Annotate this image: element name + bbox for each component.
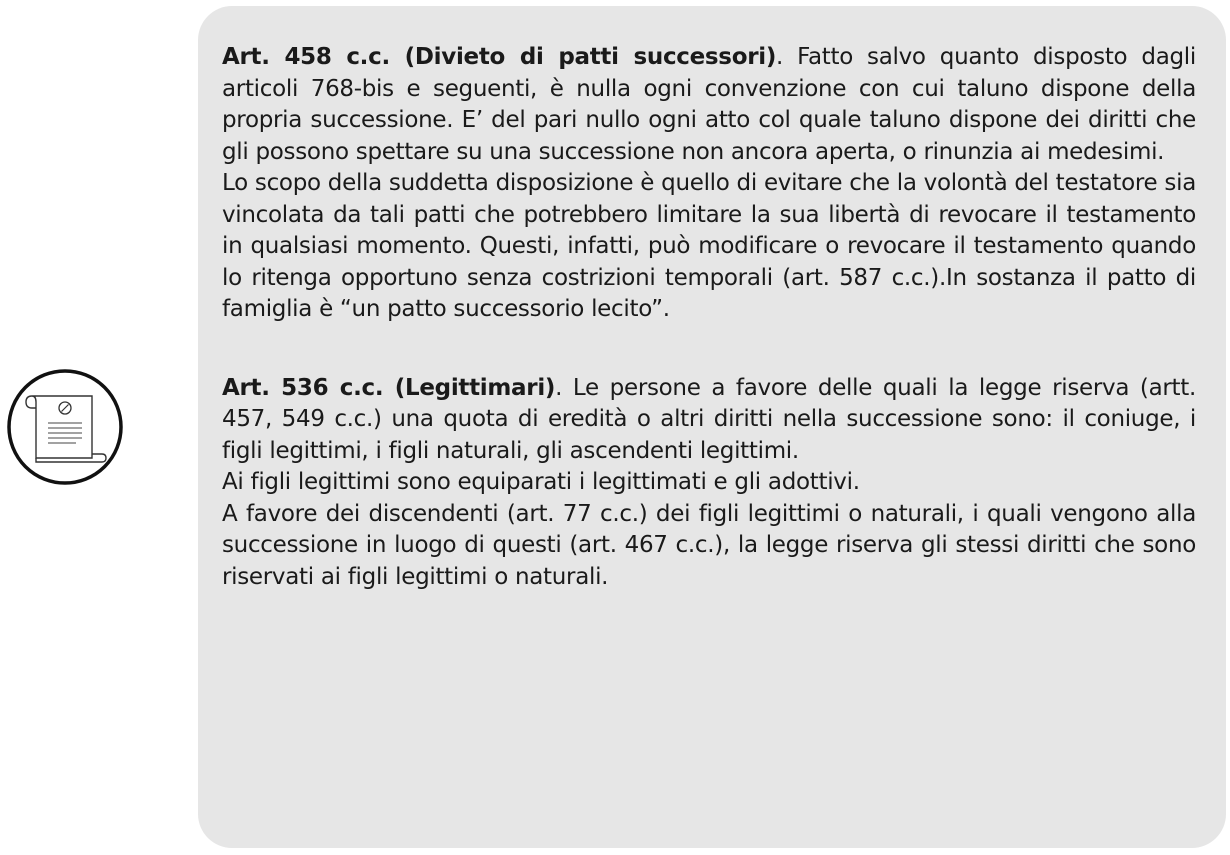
article-panel xyxy=(198,6,1226,848)
article-458-paragraph-1 xyxy=(222,42,1196,168)
article-536-paragraph-2: Ai figli legittimi sono equiparati i legittimati e gli adottivi. xyxy=(222,469,860,495)
article-458-text-1: . Fatto salvo quanto disposto dagli articoli 768-bis e seguenti, è nulla ogni convenzione con cui taluno dispone della propria successione. E’ del pari nullo ogni atto col quale taluno dispone dei diritti che gli possono spettare su una successione non ancora aperta, o rinunzia ai medesimi. xyxy=(222,44,1196,165)
article-536-title: Art. 536 c.c. (Legittimari) xyxy=(222,374,556,401)
section-divider xyxy=(222,326,1196,373)
article-458-title: Art. 458 c.c. (Divieto di patti successori) xyxy=(222,44,777,70)
article-536-paragraph-1 xyxy=(222,373,1196,468)
article-536-text-1: . Le persone a favore delle quali la legge riserva (artt. 457, 549 c.c.) una quota di eredità o altri diritti nella successione sono: il coniuge, i figli legittimi, i figli naturali, gli ascendenti legittimi. xyxy=(222,374,1196,464)
article-536-paragraph-3: A favore dei discendenti (art. 77 c.c.) dei figli legittimi o naturali, i quali vengono alla successione in luogo di questi (art. 467 c.c.), la legge riserva gli stessi diritti che sono riservati ai figli legittimi o naturali. xyxy=(222,500,1196,590)
article-458-paragraph-2: Lo scopo della suddetta disposizione è quello di evitare che la volontà del testatore sia vincolata da tali patti che potrebbero limitare la sua libertà di revocare il testamento in qualsiasi momento. Questi, infatti, può modificare o revocare il testamento quando lo ritenga opportuno senza costrizioni temporali (art. 587 c.c.).In sostanza il patto di famiglia è “un patto successorio lecito”. xyxy=(222,170,1196,322)
document-certificate-icon xyxy=(6,368,124,486)
